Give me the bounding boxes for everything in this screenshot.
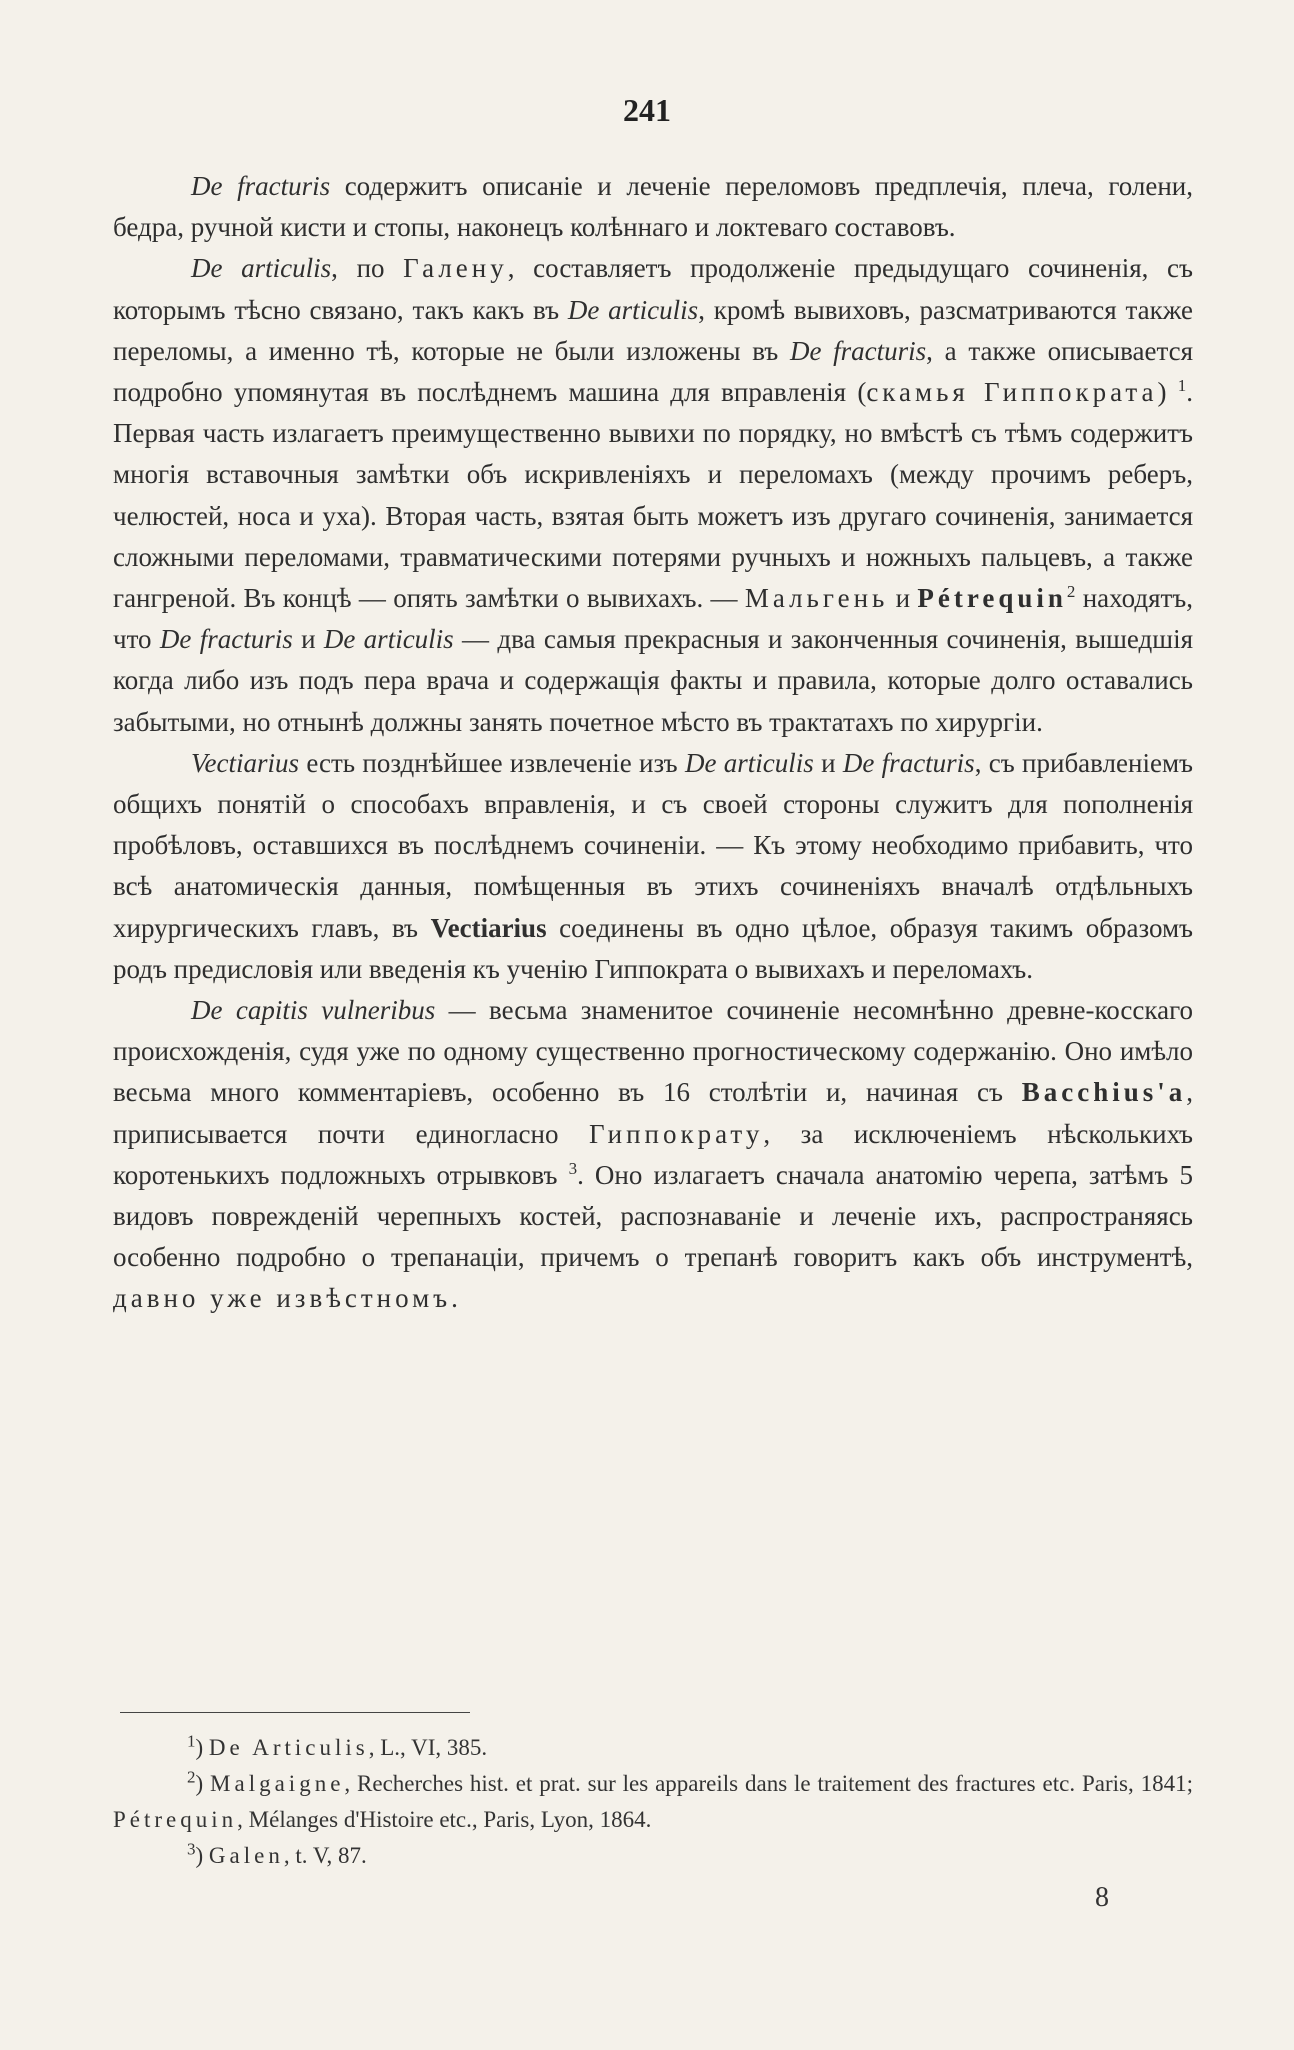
work-title: De articulis [684,747,814,778]
footnote-author: Malgaigne [210,1771,345,1796]
work-title: De fracturis [789,335,927,366]
paragraph-text: . [451,1283,458,1314]
footnote-mark: 3 [187,1839,196,1859]
page-number: 241 [623,92,671,128]
work-title: De articulis [323,624,454,655]
work-title: Vectiarius [430,912,547,943]
footnote-mark: 2 [187,1767,196,1787]
paragraph-text: , приписывается почти единогласно [113,1077,1193,1149]
paragraph-text: . Первая часть излагаетъ преимущественно вывихи по порядку, но вмѣстѣ съ тѣмъ содержитъ многія вставочныя замѣтки объ искривленіяхъ и переломахъ (между прочимъ реберъ, челюстей, носа и уха). Вторая часть, взятая быть можетъ изъ другаго сочиненія, занимается сложными переломами, травматическими потерями ручныхъ и ножныхъ пальцевъ, а также гангреной. Въ концѣ — опять замѣтки о вывихахъ. — [113,377,1193,614]
work-title: De fracturis [159,624,293,655]
footnote-author: Galen [208,1843,284,1868]
work-title: De fracturis [842,747,975,778]
footnote-ref[interactable]: 2 [1066,582,1076,602]
work-title: Vectiarius [191,747,299,778]
paragraph-de-fracturis [113,166,1193,248]
footnote-ref[interactable]: 3 [568,1158,578,1178]
footnote-2: $^2$) Malgaigne, Recherches hist. et prat. sur les appareils dans le traitement des fractures etc. Paris, 1841; Pétrequin, Mélanges d'Histoire etc., Paris, Lyon, 1864. [113,1767,1193,1832]
paragraph-de-articulis [113,248,1193,742]
signature-mark: 8 [1095,1882,1109,1913]
work-title: De capitis vulneribus [191,995,436,1026]
spaced-term: давно уже извѣстномъ [113,1283,452,1314]
work-title: De articulis [567,294,699,325]
footnote-divider [120,1712,470,1713]
author-name: Pétrequin [917,583,1067,614]
paragraph-vectiarius [113,743,1193,990]
footnote-title: De Articulis [208,1735,369,1760]
footnote-text: , Mélanges d'Histoire etc., Paris, Lyon, 1864. [237,1807,652,1832]
footnote-mark: 1 [187,1731,196,1751]
paragraph-text: — два самыя прекрасныя и законченныя сочиненія, вышедшія когда либо изъ подъ пера врача и содержащія факты и правила, которые долго оставались забытыми, но отнынѣ должны занять почетное мѣсто въ трактатахъ по хирургіи. [113,624,1193,737]
footnote-text: , t. V, 87. [283,1843,367,1868]
main-text [113,166,1193,1320]
paragraph-text: , кромѣ вывиховъ, разсматриваются также переломы, а именно тѣ, которые не были изложены въ [113,294,1193,366]
paragraph-text: и [813,747,843,778]
work-title: De articulis [191,253,332,284]
paragraph-text: — весьма знаменитое сочиненіе несомнѣнно древне-косскаго происхожденія, судя уже по одному существенно прогностическому содержанію. Оно имѣло весьма много комментаріевъ, особенно въ 16 столѣтіи и, начиная съ [113,995,1193,1108]
spaced-term: скамья Гиппократа [866,377,1158,408]
footnote-author: Pétrequin [113,1807,238,1832]
paragraph-text: ) [1157,377,1178,408]
paragraph-text: и [888,583,918,614]
paragraph-text: содержитъ описаніе и леченіе переломовъ предплечія, плеча, голени, бедра, ручной кисти и стопы, наконецъ колѣннаго и локтеваго составовъ. [113,171,1193,243]
footnote-ref[interactable]: 1 [1177,376,1187,396]
author-name: Гиппократу [589,1118,764,1149]
author-name: Мальгень [744,583,889,614]
footnotes [113,1730,1193,1874]
paragraph-text: находятъ, что [113,583,1194,655]
paragraph-text: и [292,624,324,655]
paragraph-text: есть позднѣйшее извлеченіе изъ [299,747,685,778]
footnote-3: $^3$) Galen, t. V, 87. [187,1839,367,1868]
paragraph-text: , съ прибавленіемъ общихъ понятій о способахъ вправленія, и съ своей стороны служитъ для пополненія пробѣловъ, оставшихся въ послѣднемъ сочиненіи. — Къ этому необходимо прибавить, что всѣ анатомическія данныя, помѣщенныя въ этихъ сочиненіяхъ вначалѣ отдѣльныхъ хирургическихъ главъ, въ [113,747,1193,943]
author-name: Bacchius'a [1021,1077,1187,1108]
footnote-text: , L., VI, 385. [368,1735,488,1760]
paragraph-text: , составляетъ продолженіе предыдущаго сочиненія, съ которымъ тѣсно связано, такъ какъ въ [113,253,1193,325]
paragraph-text: , по [331,253,404,284]
footnote-text: , Recherches hist. et prat. sur les appareils dans le traitement des fractures etc. Paris, 1841; [344,1771,1193,1796]
footnote-1: $^1$) De Articulis, L., VI, 385. [187,1731,488,1760]
paragraph-text: , за исключеніемъ нѣсколькихъ коротенькихъ подложныхъ отрывковъ [113,1118,1193,1190]
paragraph-de-capitis-vulneribus [113,990,1193,1320]
paragraph-text: , а также описывается подробно упомянутая въ послѣднемъ машина для вправленія ( [113,335,1193,408]
work-title: De fracturis [191,171,331,201]
author-name: Галену [403,253,508,284]
paragraph-text: соединены въ одно цѣлое, образуя такимъ образомъ родъ предисловія или введенія къ ученію Гиппократа о вывихахъ и переломахъ. [113,912,1193,984]
paragraph-text: . Оно излагаетъ сначала анатомію черепа, затѣмъ 5 видовъ поврежденій черепныхъ костей, распознаваніе и леченіе ихъ, распространяясь особенно подробно о трепанаціи, причемъ о трепанѣ говоритъ какъ объ инструментѣ, [113,1159,1193,1273]
